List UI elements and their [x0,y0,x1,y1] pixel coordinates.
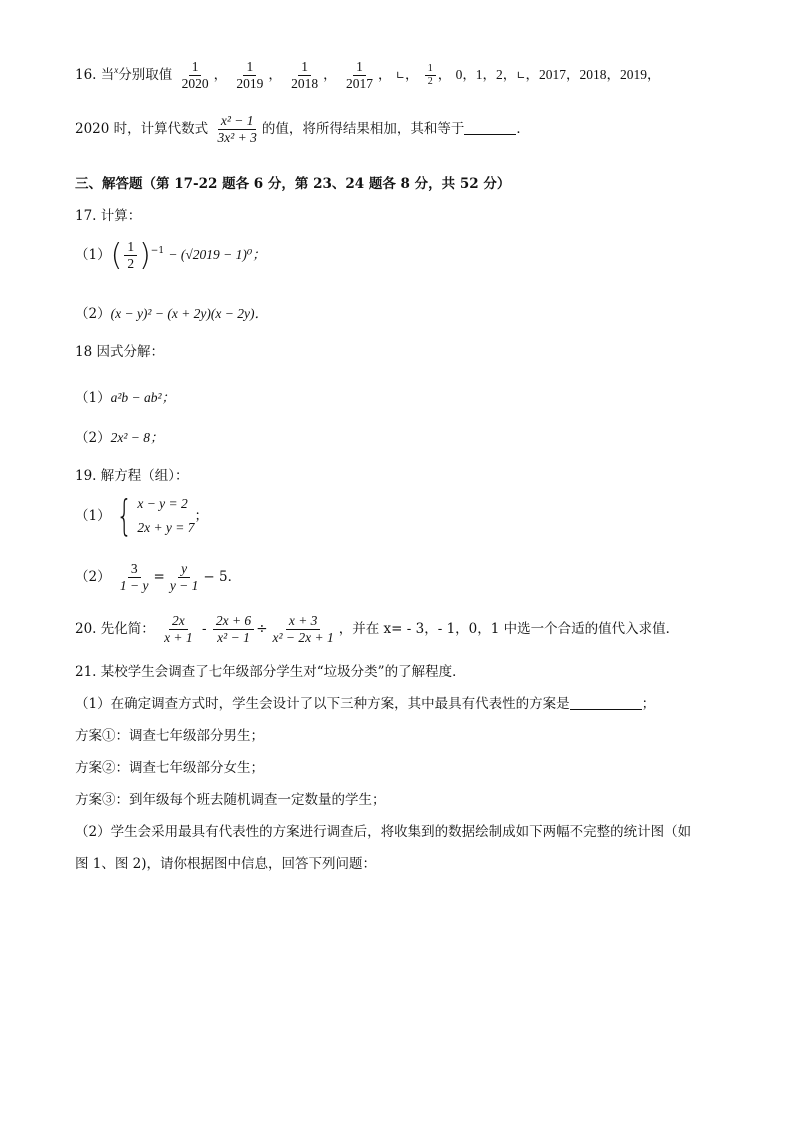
q20-op1: - [201,621,207,638]
q19-eq2: 2x + y = 7 [137,520,195,536]
q16-frac-1: $\frac{1}{2020}$ [181,59,209,92]
q18-title: 18 因式分解： [75,344,164,360]
q18-p1-label: （1） [75,390,111,406]
q16-tail: ． [516,121,530,138]
q19-frac-1: $\frac{3}{1 - y}$ [119,561,149,594]
q17-title: 17. 计算： [75,208,142,224]
q17-part2 [75,302,734,322]
ellipsis-glyph: ∟ [395,69,405,83]
q17-p1-rest: − (√2019 − 1)⁰； [168,247,266,262]
q19-part2 [75,562,734,593]
ellipsis-glyph-2: ∟ [516,69,526,83]
q16-mid: 分别取值 [118,67,173,84]
q20-suffix: ，并在 x= - 3，- 1，0，1 中选一个合适的值代入求值． [338,621,680,638]
q16-line2 [75,114,734,145]
q16-values-a: 0，1，2， [455,67,517,83]
q19-eq-sign: = [153,569,165,586]
q16-prefix: 16. 当 [75,67,115,84]
q20-frac-3: $\frac{x + 3}{\text{x² − 2x + 1}}$ [272,613,334,646]
q19-part1 [75,492,734,541]
q16-var: x [114,65,119,76]
q21-part1 [75,692,734,712]
q19-eq1: x − y = 2 [137,496,188,511]
q21-part2-line2: 图 1、图 2)，请你根据图中信息，回答下列问题： [75,856,377,872]
q16-frac-4: $\frac{1}{2017}$ [345,59,373,92]
q16-values-b: ，2017，2018，2019， [525,67,661,83]
q19-system [137,492,194,541]
q17-p1-label: （1） [75,247,111,263]
q21-p1-text: （1）在确定调查方式时，学生会设计了以下三种方案，其中最具有代表性的方案是 [75,696,570,712]
q17-p2-label: （2） [75,306,111,322]
q19-title: 19. 解方程（组）： [75,468,189,484]
q16-line2-start: 2020 时，计算代数式 [75,121,209,138]
q18-p1-expr: a²b − ab²； [110,390,176,405]
q18-p2-label: （2） [75,430,111,446]
q17-part1: （1）( $\frac{1}{2}$ )$^{-1}$ − (√2019 − 1)⁰； [75,238,266,273]
q21-plan2: 方案②：调查七年级部分女生； [75,760,264,776]
q20-op2: ÷ [256,621,268,638]
q18-part1 [75,386,734,406]
section-title: 三、解答题（第 17-22 题各 6 分，第 23、24 题各 8 分，共 52 分） [75,176,511,192]
q19-frac-2: $\frac{y}{y - 1}$ [169,561,199,594]
q16-frac-half: $\frac{1}{2}$ [425,64,436,88]
q19-p1-label: （1） [75,507,111,524]
q21-answer-blank [570,697,642,710]
q19-p2-label: （2） [75,569,111,586]
q21-part2-line1: （2）学生会采用最具有代表性的方案进行调查后，将收集到的数据绘制成如下两幅不完整的统计图（如 [75,824,692,840]
q20-frac-2: $\frac{2x + 6}{\text{x² − 1}}$ [213,614,254,645]
q18-part2 [75,426,734,446]
q16-frac-3: $\frac{1}{2018}$ [291,59,319,92]
q17-p2-expr: (x − y)² − (x + 2y)(x − 2y)． [110,306,269,321]
q19-p2-tail: − 5． [203,569,242,586]
q21-title: 21. 某校学生会调查了七年级部分学生对“垃圾分类”的了解程度． [75,664,466,680]
q20-line [75,614,734,645]
q21-plan1: 方案①：调查七年级部分男生； [75,728,264,744]
q16-line1: 16. 当$^x$分别取值 $\frac{1}{2020}$ ， $\frac{1}{2019}$ ， $\frac{1}{2018}$ ， $\frac{1}{2017}$ ， ∟， $\frac{1}{2}$ ， 0，1，2，∟，2017，2018，2019， [75,59,661,92]
q16-frac-2: $\frac{1}{2019}$ [236,59,264,92]
q16-expression: $\frac{\text{x² − 1}}{\text{3x² + 3}}$ [217,113,257,146]
q21-plan3: 方案③：到年级每个班去随机调查一定数量的学生； [75,792,386,808]
q20-prefix: 20. 先化简： [75,621,155,638]
q16-line2-end: 的值，将所得结果相加，其和等于 [261,121,465,138]
q18-p2-expr: 2x² − 8； [110,430,164,445]
q20-frac-1: $\frac{2x}{x + 1}$ [164,613,193,646]
brace-glyph: { [115,491,132,541]
q21-p1-tail: ； [641,696,656,712]
q19-p1-tail: ； [194,507,209,524]
q16-answer-blank [464,122,516,135]
q17-half: $\frac{1}{2}$ [124,240,137,271]
